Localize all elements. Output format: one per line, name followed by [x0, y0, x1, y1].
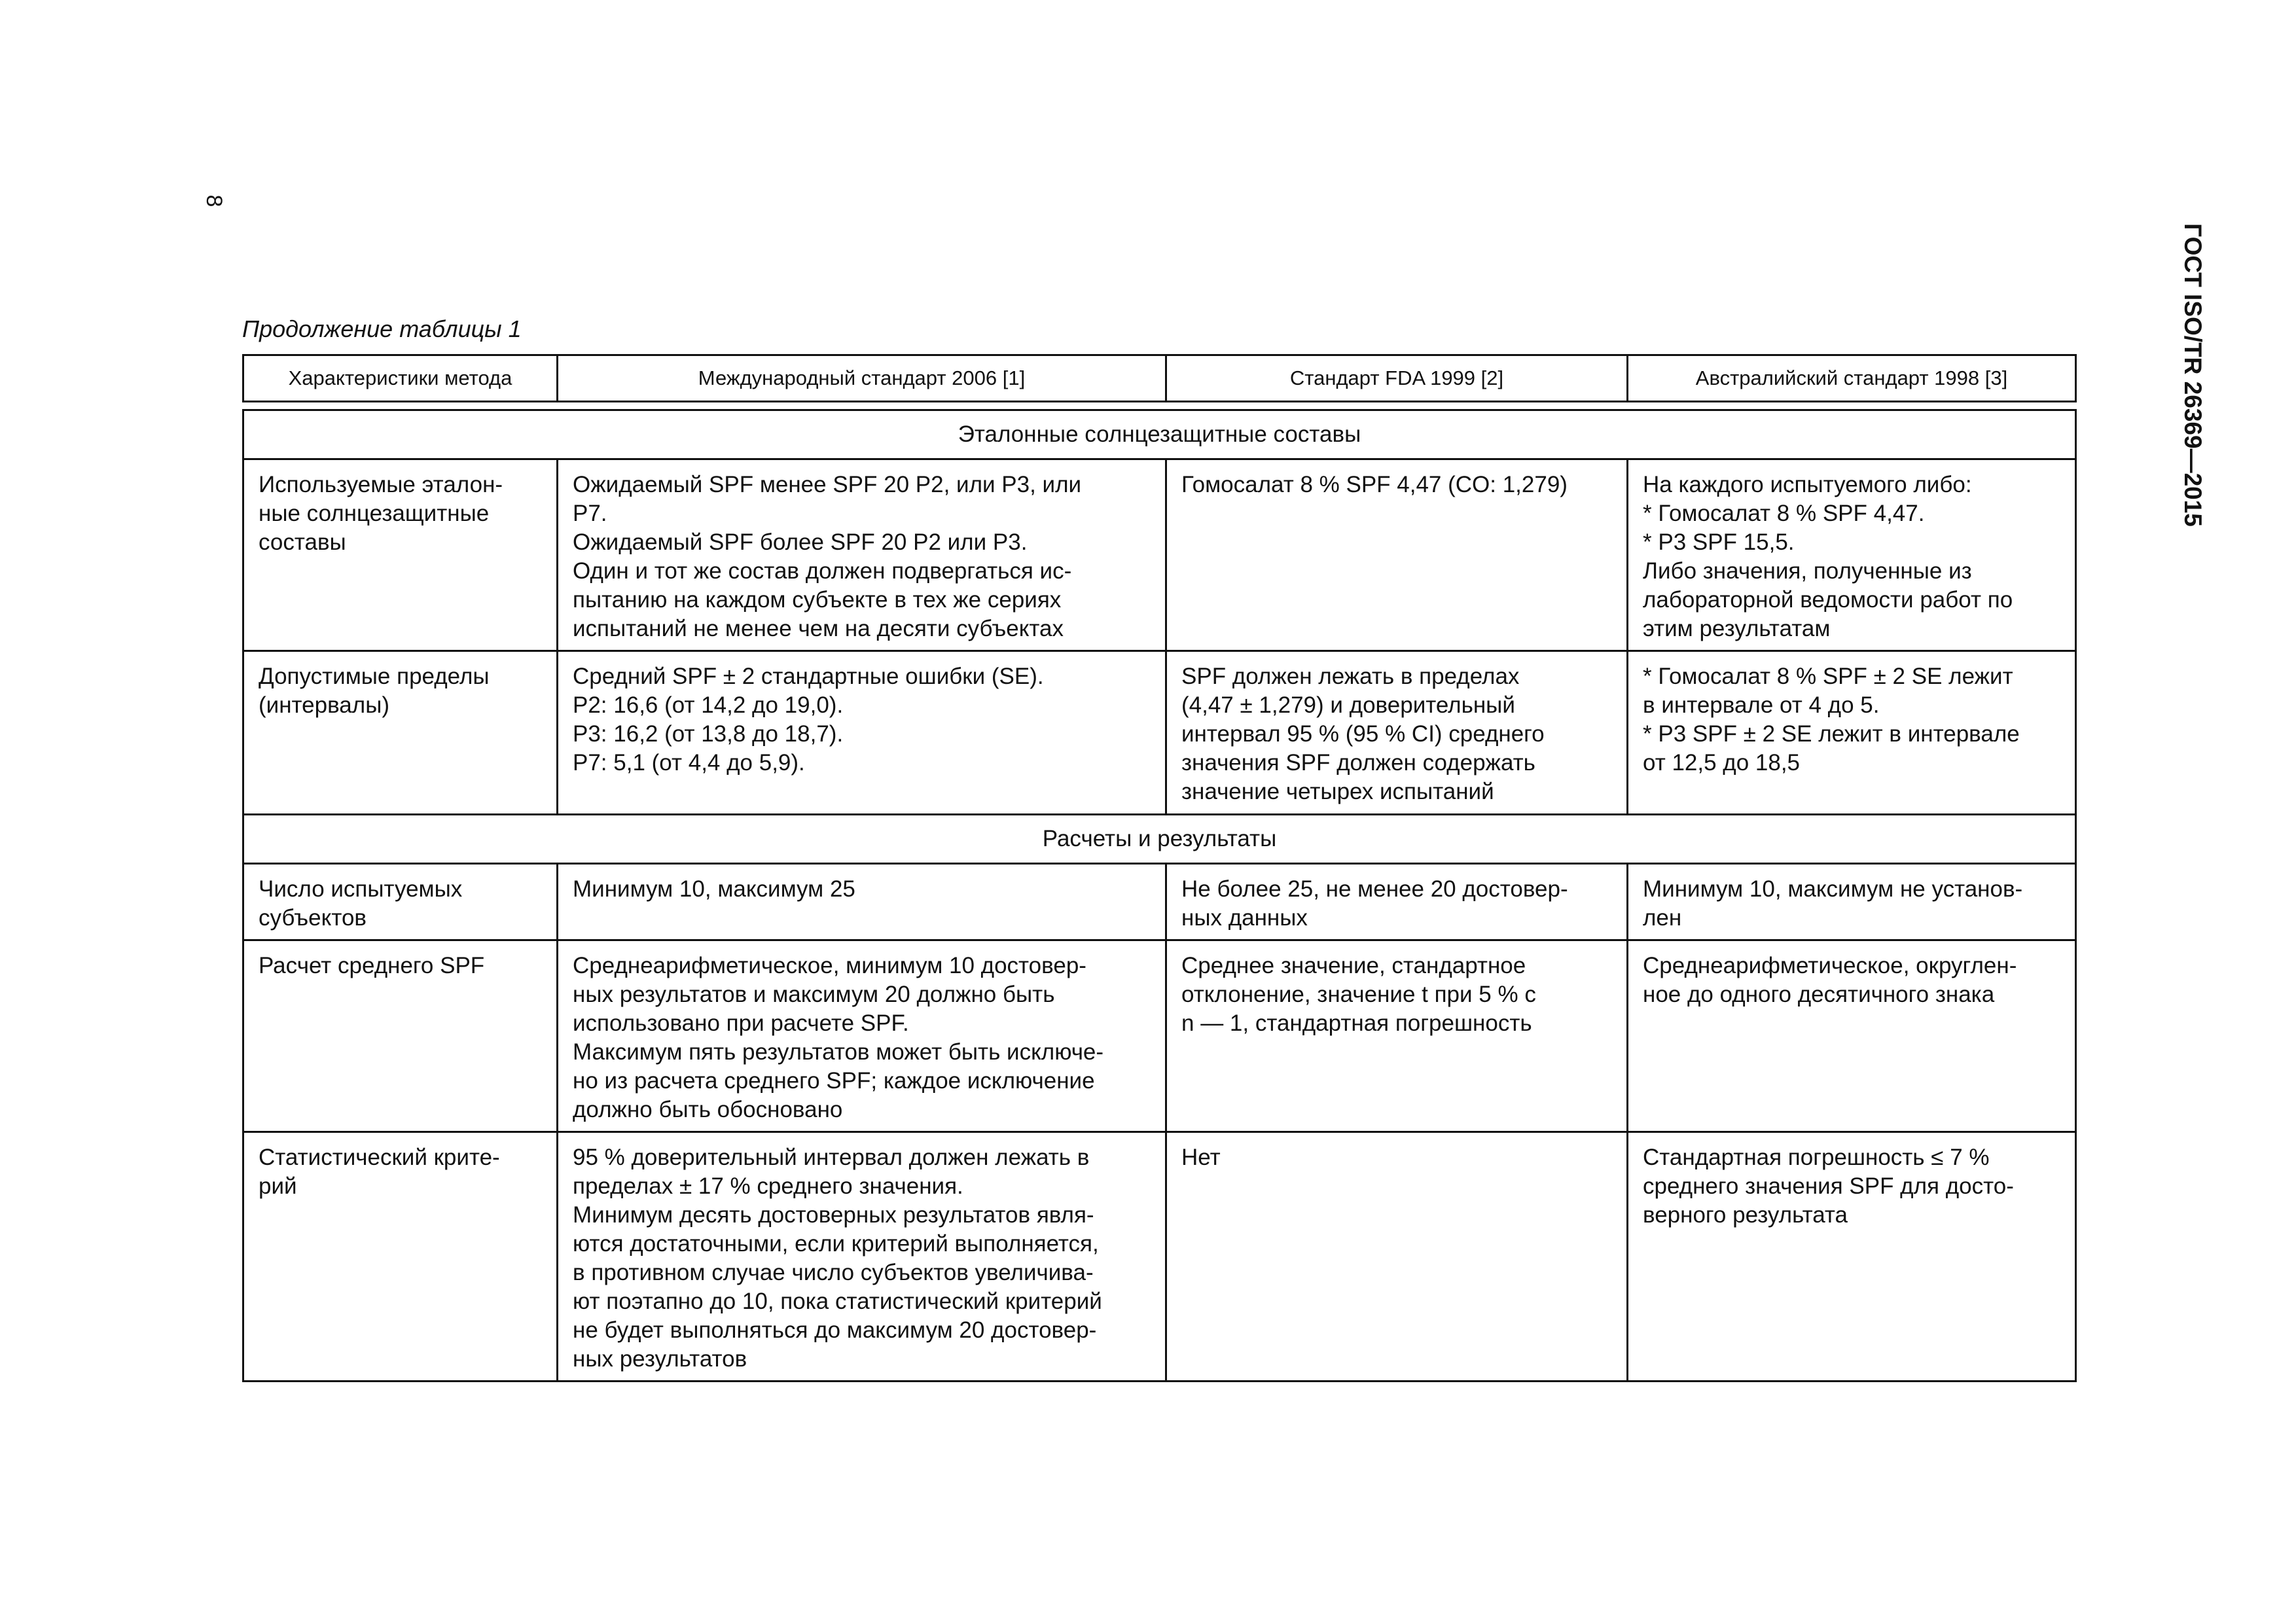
table-caption: Продолжение таблицы 1: [242, 315, 522, 342]
table-cell: Расчет среднего SPF: [243, 940, 558, 1132]
header-cell: Австралийский стандарт 1998 [3]: [1628, 355, 2076, 402]
table-cell: Ожидаемый SPF менее SPF 20 P2, или P3, или P7. Ожидаемый SPF более SPF 20 P2 или P3. Один и тот же состав должен подвергаться ис- пытанию на каждом субъекте в тех же сериях испытаний не менее чем на десяти субъектах: [558, 459, 1166, 651]
table-row: [243, 1132, 2076, 1382]
table-cell: Среднеарифметическое, округлен- ное до одного десятичного знака: [1628, 940, 2076, 1132]
table-cell: 95 % доверительный интервал должен лежать в пределах ± 17 % среднего значения. Минимум десять достоверных результатов явля- ются достаточными, если критерий выполняется, в противном случае число субъектов увеличива- ют поэтапно до 10, пока статистический критерий не будет выполняться до максимум 20 достовер- ных результатов: [558, 1132, 1166, 1382]
table-cell: Минимум 10, максимум не установ- лен: [1628, 864, 2076, 940]
section-row: [243, 410, 2076, 459]
table-cell: Средний SPF ± 2 стандартные ошибки (SE). P2: 16,6 (от 14,2 до 19,0). P3: 16,2 (от 13,8 до 18,7). P7: 5,1 (от 4,4 до 5,9).: [558, 651, 1166, 815]
table-cell: Не более 25, не менее 20 достовер- ных данных: [1166, 864, 1628, 940]
table-cell: Среднеарифметическое, минимум 10 достовер- ных результатов и максимум 20 должно быть использовано при расчете SPF. Максимум пять результатов может быть исключе- но из расчета среднего SPF; каждое исключение должно быть обосновано: [558, 940, 1166, 1132]
table-cell: Статистический крите- рий: [243, 1132, 558, 1382]
table-cell: Используемые эталон- ные солнцезащитные составы: [243, 459, 558, 651]
table-cell: Минимум 10, максимум 25: [558, 864, 1166, 940]
section-row: [243, 815, 2076, 864]
table-cell: Допустимые пределы (интервалы): [243, 651, 558, 815]
table-header-row: [243, 355, 2076, 402]
table-cell: SPF должен лежать в пределах (4,47 ± 1,279) и доверительный интервал 95 % (95 % CI) среднего значения SPF должен содержать значение четырех испытаний: [1166, 651, 1628, 815]
document-code: ГОСТ ISO/TR 26369—2015: [2179, 223, 2206, 527]
table-row: [243, 651, 2076, 815]
table-row: [243, 864, 2076, 940]
section-title: Эталонные солнцезащитные составы: [243, 410, 2076, 459]
table-cell: На каждого испытуемого либо: * Гомосалат 8 % SPF 4,47. * P3 SPF 15,5. Либо значения, полученные из лабораторной ведомости работ по этим результатам: [1628, 459, 2076, 651]
header-cell: Характеристики метода: [243, 355, 558, 402]
table-cell: * Гомосалат 8 % SPF ± 2 SE лежит в интервале от 4 до 5. * P3 SPF ± 2 SE лежит в интервале от 12,5 до 18,5: [1628, 651, 2076, 815]
table-cell: Среднее значение, стандартное отклонение, значение t при 5 % с n — 1, стандартная погрешность: [1166, 940, 1628, 1132]
table-row: [243, 459, 2076, 651]
table-cell: Гомосалат 8 % SPF 4,47 (CO: 1,279): [1166, 459, 1628, 651]
header-cell: Международный стандарт 2006 [1]: [558, 355, 1166, 402]
header-cell: Стандарт FDA 1999 [2]: [1166, 355, 1628, 402]
table-row: [243, 940, 2076, 1132]
table-cell: Стандартная погрешность ≤ 7 % среднего значения SPF для досто- верного результата: [1628, 1132, 2076, 1382]
comparison-table: [242, 354, 2077, 1382]
header-separator: [243, 402, 2076, 410]
page-number: 8: [202, 194, 226, 207]
table-cell: Нет: [1166, 1132, 1628, 1382]
table-cell: Число испытуемых субъектов: [243, 864, 558, 940]
section-title: Расчеты и результаты: [243, 815, 2076, 864]
